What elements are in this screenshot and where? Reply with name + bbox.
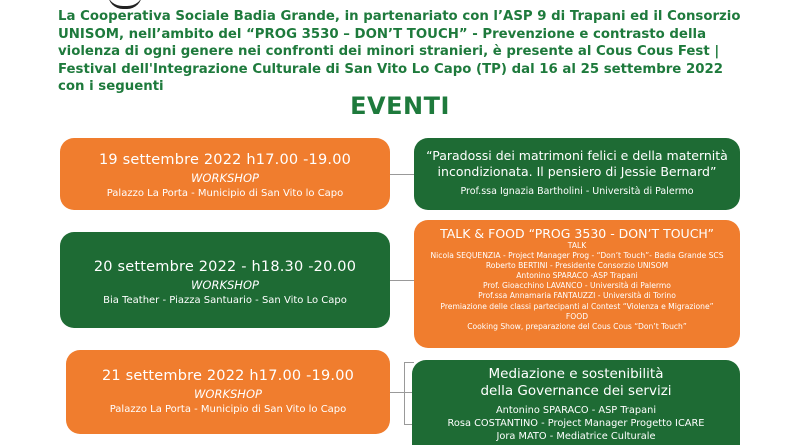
- event-date: 19 settembre 2022 h17.00 -19.00: [98, 152, 352, 168]
- event-place: Palazzo La Porta - Municipio di San Vito lo Capo: [106, 188, 344, 199]
- talk-food-line: Prof. Gioacchino LAVANCO - Università di Palermo: [483, 281, 671, 291]
- event-type: WORKSHOP: [191, 278, 259, 292]
- detail-card-talk-food: [414, 220, 740, 348]
- connector-line: [390, 392, 412, 393]
- event-place: Palazzo La Porta - Municipio di San Vito lo Capo: [109, 404, 347, 415]
- event-type: WORKSHOP: [191, 171, 259, 185]
- mediazione-line: Rosa COSTANTINO - Project Manager Progetto ICARE: [447, 418, 705, 429]
- talk-food-line: Antonino SPARACO -ASP Trapani: [516, 271, 638, 281]
- quote-title: “Paradossi dei matrimoni felici e della maternità incondizionata. Il pensiero di Jessie Bernard”: [426, 148, 728, 179]
- bracket-line: [404, 362, 405, 424]
- mediazione-title-2: della Governance dei servizi: [480, 383, 672, 399]
- section-title: EVENTI: [350, 92, 450, 120]
- event-card-3: [66, 350, 390, 434]
- talk-food-line: Cooking Show, preparazione del Cous Cous “Don’t Touch”: [467, 321, 687, 331]
- event-card-1: [60, 138, 390, 210]
- detail-card-quote: [414, 138, 740, 210]
- talk-food-title: TALK & FOOD “PROG 3530 - DON’T TOUCH”: [440, 226, 714, 241]
- talk-food-line: Premiazione delle classi partecipanti al Contest “Violenza e Migrazione”: [440, 301, 714, 311]
- event-date: 20 settembre 2022 - h18.30 -20.00: [93, 259, 357, 275]
- mediazione-line: Jora MATO - Mediatrice Culturale: [496, 431, 656, 442]
- connector-line: [404, 362, 414, 363]
- quote-speaker: Prof.ssa Ignazia Bartholini - Università di Palermo: [460, 186, 694, 197]
- event-date: 21 settembre 2022 h17.00 -19.00: [101, 368, 355, 384]
- mediazione-title-1: Mediazione e sostenibilità: [488, 366, 664, 382]
- intro-paragraph: La Cooperativa Sociale Badia Grande, in partenariato con l’ASP 9 di Trapani ed il Consorzio UNISOM, nell’ambito del “PROG 3530 – DON’T TOUCH” - Prevenzione e contrasto della violenza di ogni genere nei confronti dei minori stranieri, è presente al Cous Cous Fest | Festival dell'Integrazione Culturale di San Vito Lo Capo (TP) dal 16 al 25 settembre 2022 con i seguenti: [58, 9, 741, 94]
- connector-line: [390, 280, 414, 281]
- talk-food-line: Nicola SEQUENZIA - Project Manager Prog - “Don’t Touch”- Badia Grande SCS: [430, 251, 724, 261]
- detail-card-mediazione: [412, 360, 740, 445]
- mediazione-line: Antonino SPARACO - ASP Trapani: [495, 405, 657, 416]
- talk-food-line: TALK: [567, 241, 587, 250]
- event-place: Bia Teather - Piazza Santuario - San Vito Lo Capo: [103, 295, 347, 306]
- talk-food-line: Prof.ssa Annamaria FANTAUZZI - Università di Torino: [478, 291, 676, 301]
- talk-food-line: Roberto BERTINI - Presidente Consorzio UNISOM: [485, 261, 669, 271]
- event-card-2: [60, 232, 390, 328]
- connector-line: [390, 174, 414, 175]
- talk-food-line: FOOD: [565, 311, 589, 321]
- event-type: WORKSHOP: [194, 387, 262, 401]
